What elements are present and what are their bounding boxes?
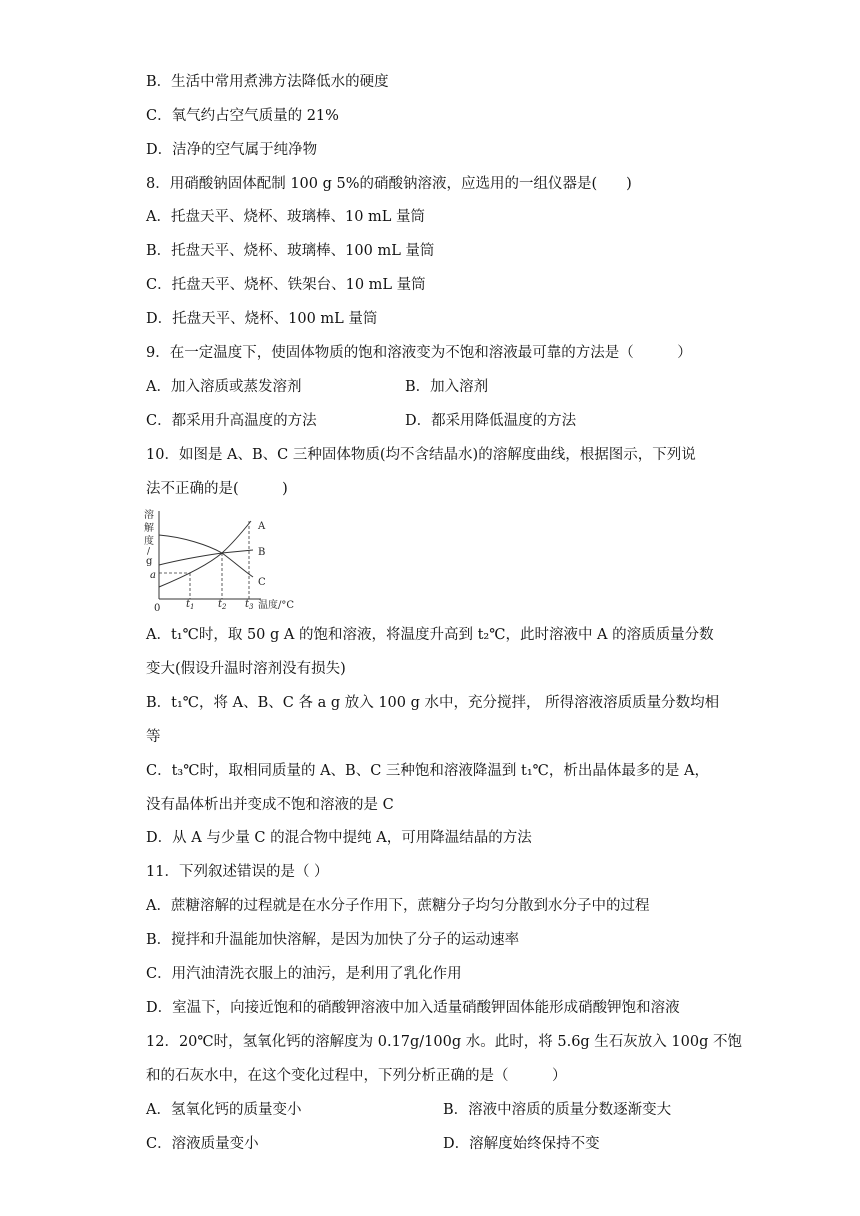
origin-label: 0	[154, 603, 161, 614]
q10-option-c-line1: C．t₃℃时，取相同质量的 A、B、C 三种饱和溶液降温到 t₁℃，析出晶体最多的是 A，	[146, 763, 709, 779]
q10-option-b-line2: 等	[146, 729, 161, 745]
q8-option-b: B．托盘天平、烧杯、玻璃棒、100 mL 量筒	[146, 243, 435, 259]
curve-b	[159, 550, 253, 565]
q12-option-b: B．溶液中溶质的质量分数逐渐变大	[443, 1102, 672, 1118]
q10-option-b-line1: B．t₁℃，将 A、B、C 各 a g 放入 100 g 水中，充分搅拌， 所得溶液溶质质量分数均相	[146, 695, 720, 711]
q10-option-c-line2: 没有晶体析出并变成不饱和溶液的是 C	[146, 797, 394, 813]
q8-option-d: D．托盘天平、烧杯、100 mL 量筒	[146, 311, 378, 327]
q10-option-d: D．从 A 与少量 C 的混合物中提纯 A，可用降温结晶的方法	[146, 830, 532, 846]
curve-b-label: B	[258, 547, 266, 558]
q11-stem: 11．下列叙述错误的是（ ）	[146, 864, 329, 880]
q7-option-c: C．氧气约占空气质量的 21%	[146, 108, 339, 124]
y-axis-label-char-3: 度	[144, 536, 154, 547]
t3-label: $t_3$	[245, 599, 254, 611]
q8-stem: 8．用硝酸钠固体配制 100 g 5%的硝酸钠溶液，应选用的一组仪器是( )	[146, 176, 632, 192]
y-axis-label-char-1: 溶	[144, 510, 154, 521]
q7-option-d: D．洁净的空气属于纯净物	[146, 142, 318, 158]
a-tick-label: a	[150, 570, 156, 581]
q12-stem-line2: 和的石灰水中，在这个变化过程中，下列分析正确的是（ ）	[146, 1068, 567, 1084]
q9-stem: 9．在一定温度下，使固体物质的饱和溶液变为不饱和溶液最可靠的方法是（ ）	[146, 345, 692, 361]
t1-label: $t_1$	[186, 599, 195, 611]
q11-option-c: C．用汽油清洗衣服上的油污，是利用了乳化作用	[146, 966, 462, 982]
q8-option-c: C．托盘天平、烧杯、铁架台、10 mL 量筒	[146, 277, 426, 293]
q9-option-c: C．都采用升高温度的方法	[146, 413, 317, 429]
q10-option-a-line1: A．t₁℃时，取 50 g A 的饱和溶液，将温度升高到 t₂℃，此时溶液中 A 的溶质质量分数	[146, 627, 714, 643]
t2-label: $t_2$	[218, 599, 227, 611]
curve-c	[159, 535, 253, 577]
q7-option-b: B．生活中常用煮沸方法降低水的硬度	[146, 74, 389, 90]
q10-option-a-line2: 变大(假设升温时溶剂没有损失)	[146, 661, 346, 677]
q11-option-d: D．室温下，向接近饱和的硝酸钾溶液中加入适量硝酸钾固体能形成硝酸钾饱和溶液	[146, 1000, 680, 1016]
q12-option-a: A．氢氧化钙的质量变小	[146, 1102, 302, 1118]
y-axis-label-char-2: 解	[144, 523, 154, 534]
x-axis-label: 温度/°C	[258, 600, 295, 611]
q9-option-a: A．加入溶质或蒸发溶剂	[146, 379, 302, 395]
solubility-curve-figure	[143, 507, 313, 615]
q11-option-a: A．蔗糖溶解的过程就是在水分子作用下，蔗糖分子均匀分散到水分子中的过程	[146, 898, 650, 914]
curve-a	[159, 521, 251, 587]
q12-option-d: D．溶解度始终保持不变	[443, 1136, 600, 1152]
q12-option-c: C．溶液质量变小	[146, 1136, 259, 1152]
curve-a-label: A	[258, 521, 266, 532]
q10-stem-line1: 10．如图是 A、B、C 三种固体物质(均不含结晶水)的溶解度曲线，根据图示，下列说	[146, 447, 696, 463]
q8-option-a: A．托盘天平、烧杯、玻璃棒、10 mL 量筒	[146, 209, 426, 225]
y-axis-label-char-4: /	[147, 547, 151, 557]
q10-stem-line2: 法不正确的是( )	[146, 481, 288, 497]
curve-c-label: C	[258, 577, 266, 588]
y-axis-label-char-5: g	[146, 556, 153, 567]
q12-stem-line1: 12．20℃时，氢氧化钙的溶解度为 0.17g/100g 水。此时，将 5.6g 生石灰放入 100g 不饱	[146, 1034, 742, 1050]
q9-option-d: D．都采用降低温度的方法	[405, 413, 577, 429]
q11-option-b: B．搅拌和升温能加快溶解，是因为加快了分子的运动速率	[146, 932, 520, 948]
q9-option-b: B．加入溶剂	[405, 379, 489, 395]
